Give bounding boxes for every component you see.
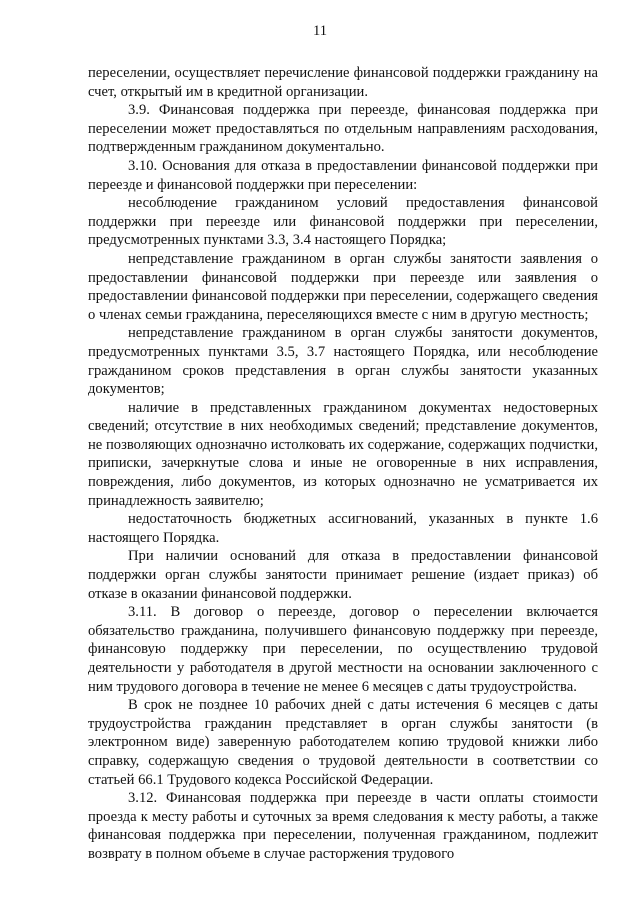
paragraph: наличие в представленных гражданином документах недостоверных сведений; отсутствие в них необходимых сведений; представление документов, не позволяющих однозначно истолковать их содержание, содержащих подчистки, приписки, зачеркнутые слова и иные не оговоренные в них исправления, повреждения, либо документов, из которых однозначно не усматривается их принадлежность заявителю; xyxy=(88,399,598,509)
paragraph: недостаточность бюджетных ассигнований, указанных в пункте 1.6 настоящего Порядка. xyxy=(88,511,598,546)
document-body xyxy=(88,64,598,864)
paragraph: несоблюдение гражданином условий предоставления финансовой поддержки при переезде или финансовой поддержки при переселении, предусмотренных пунктами 3.3, 3.4 настоящего Порядка; xyxy=(88,195,598,249)
paragraph: 3.10. Основания для отказа в предоставлении финансовой поддержки при переезде и финансовой поддержки при переселении: xyxy=(88,157,598,193)
paragraph: При наличии оснований для отказа в предоставлении финансовой поддержки орган службы занятости принимает решение (издает приказ) об отказе в оказании финансовой поддержки. xyxy=(88,548,598,602)
paragraph: В срок не позднее 10 рабочих дней с даты истечения 6 месяцев с даты трудоустройства гражданин представляет в орган службы занятости (в электронном виде) заверенную работодателем копию трудовой книжки либо справку, содержащую сведения о трудовой деятельности в соответствии со статьей 66.1 Трудового кодекса Российской Федерации. xyxy=(88,697,598,788)
paragraph: непредставление гражданином в орган службы занятости заявления о предоставлении финансовой поддержки при переезде или заявления о предоставлении финансовой поддержки при переселении, содержащего сведения о членах семьи гражданина, переселяющихся вместе с ним в другую местность; xyxy=(88,250,598,323)
paragraph: 3.9. Финансовая поддержка при переезде, финансовая поддержка при переселении может предоставляться по отдельным направлениям расходования, подтвержденным гражданином документально. xyxy=(88,102,598,156)
paragraph: 3.12. Финансовая поддержка при переезде в части оплаты стоимости проезда к месту работы и суточных за время следования к месту работы, а также финансовая поддержка при переселении, полученная гражданином, подлежит возврату в полном объеме в случае расторжения трудового xyxy=(88,790,598,862)
paragraph: непредставление гражданином в орган службы занятости документов, предусмотренных пунктами 3.5, 3.7 настоящего Порядка, или несоблюдение гражданином сроков представления в орган службы занятости указанных документов; xyxy=(88,325,598,398)
page-number: 11 xyxy=(312,23,328,39)
paragraph: переселении, осуществляет перечисление финансовой поддержки гражданину на счет, открытый им в кредитной организации. xyxy=(88,65,598,100)
paragraph: 3.11. В договор о переезде, договор о переселении включается обязательство гражданина, получившего финансовую поддержку при переезде, финансовую поддержку при переселении, по осуществлению трудовой деятельности у работодателя в другой местности на основании заключенного с ним трудового договора в течение не менее 6 месяцев с даты трудоустройства. xyxy=(88,604,598,695)
